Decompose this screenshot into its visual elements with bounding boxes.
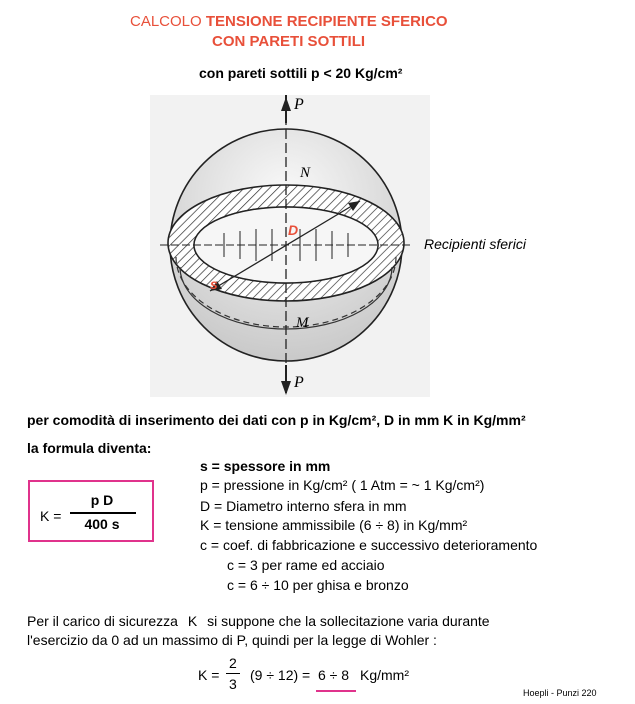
final-lhs: K = xyxy=(198,667,220,683)
formula-intro: la formula diventa: xyxy=(27,440,152,456)
label-n: N xyxy=(300,165,311,181)
def-k: K = tensione ammissibile (6 ÷ 8) in Kg/mm² xyxy=(200,517,468,533)
formula-box xyxy=(28,480,154,542)
formula-lhs: K = xyxy=(40,508,62,524)
final-numerator: 2 xyxy=(229,655,237,671)
formula-numerator: p D xyxy=(90,492,114,508)
title-line1 xyxy=(130,13,448,30)
def-p: p = pressione in Kg/cm² ( 1 Atm = ~ 1 Kg/cm²) xyxy=(200,477,485,493)
label-p-bottom: P xyxy=(294,374,304,391)
title-prefix: CALCOLO xyxy=(130,13,202,30)
sphere-figure xyxy=(150,95,430,397)
label-m: M xyxy=(296,315,309,331)
intro-line: per comodità di inserimento dei dati con p in Kg/cm², D in mm K in Kg/mm² xyxy=(27,412,526,428)
label-s: s xyxy=(210,276,218,292)
subtitle: con pareti sottili p < 20 Kg/cm² xyxy=(199,65,403,81)
safety-line1-b: si suppone che la sollecitazione varia durante xyxy=(207,613,490,629)
final-unit: Kg/mm² xyxy=(360,667,409,683)
label-p-top: P xyxy=(294,96,304,113)
footer-credit: Hoepli - Punzi 220 xyxy=(523,688,597,698)
def-c: c = coef. di fabbricazione e successivo deterioramento xyxy=(200,537,538,553)
def-c-rame: c = 3 per rame ed acciaio xyxy=(227,557,385,573)
safety-line1 xyxy=(27,613,490,629)
formula-fraction-line xyxy=(70,512,136,514)
formula-denominator: 400 s xyxy=(84,516,120,532)
result-underline xyxy=(316,690,356,692)
final-fraction-line xyxy=(226,673,240,674)
def-c-ghisa: c = 6 ÷ 10 per ghisa e bronzo xyxy=(227,577,409,593)
title-line2: CON PARETI SOTTILI xyxy=(212,33,366,50)
final-denominator: 3 xyxy=(229,676,237,692)
safety-line2: l'esercizio da 0 ad un massimo di P, quindi per la legge di Wohler : xyxy=(27,632,437,648)
safety-line1-k: K xyxy=(187,613,198,629)
final-expr: (9 ÷ 12) = xyxy=(250,667,311,683)
label-d: D xyxy=(288,222,299,238)
safety-line1-a: Per il carico di sicurezza xyxy=(27,613,178,629)
def-d: D = Diametro interno sfera in mm xyxy=(200,498,407,514)
title-main: TENSIONE RECIPIENTE SFERICO xyxy=(205,13,448,30)
def-s: s = spessore in mm xyxy=(200,458,331,474)
final-result: 6 ÷ 8 xyxy=(318,667,350,683)
figure-caption: Recipienti sferici xyxy=(424,236,526,252)
